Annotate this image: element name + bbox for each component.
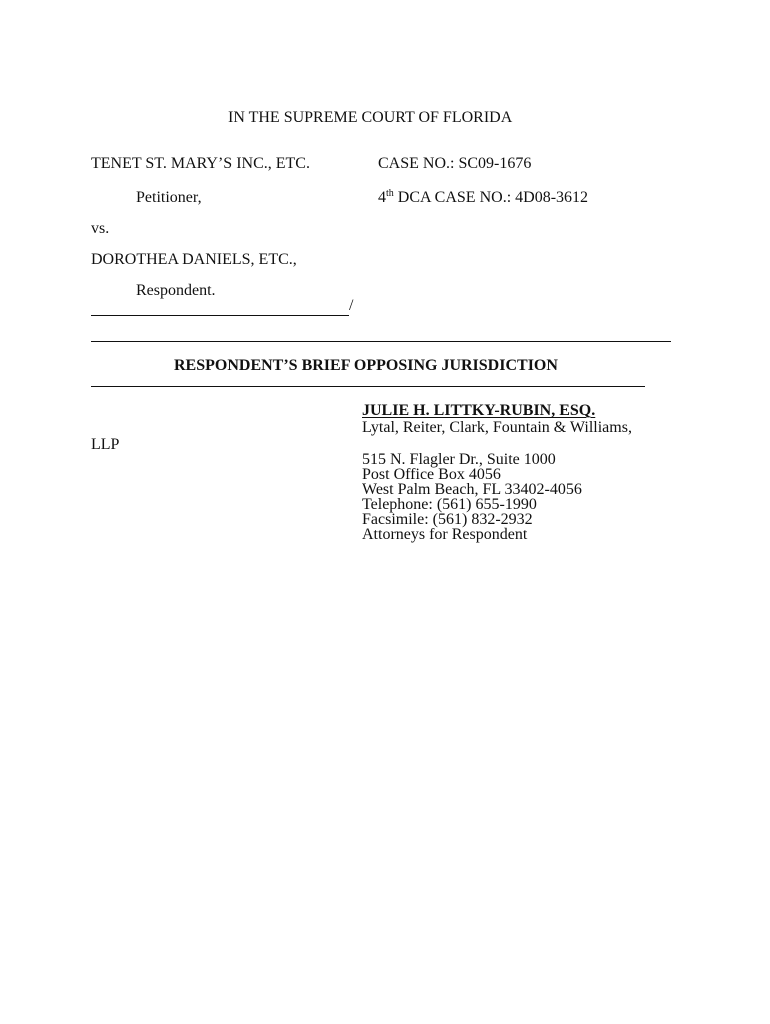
respondent-name: DOROTHEA DANIELS, ETC., <box>91 251 297 268</box>
petitioner-name: TENET ST. MARY’S INC., ETC. <box>91 155 310 172</box>
address-po-box: Post Office Box 4056 <box>362 466 501 483</box>
firm-name: Lytal, Reiter, Clark, Fountain & Williams, <box>362 419 632 436</box>
dca-ordinal-suffix: th <box>386 188 394 199</box>
court-heading: IN THE SUPREME COURT OF FLORIDA <box>228 109 513 126</box>
respondent-role: Respondent. <box>136 282 216 299</box>
petitioner-role: Petitioner, <box>136 189 202 206</box>
telephone: Telephone: (561) 655-1990 <box>362 496 537 513</box>
facsimile: Facsimile: (561) 832-2932 <box>362 511 533 528</box>
title-rule-bottom <box>91 386 645 387</box>
address-city-state: West Palm Beach, FL 33402-4056 <box>362 481 582 498</box>
case-number: CASE NO.: SC09-1676 <box>378 155 532 172</box>
firm-name-suffix: LLP <box>91 436 120 453</box>
address-street: 515 N. Flagler Dr., Suite 1000 <box>362 451 556 468</box>
dca-case-number <box>378 189 588 207</box>
attorney-name: JULIE H. LITTKY-RUBIN, ESQ. <box>362 402 596 419</box>
title-rule-top <box>91 341 671 342</box>
dca-case-text: DCA CASE NO.: 4D08-3612 <box>393 189 589 206</box>
signature-line-mark: / <box>349 297 354 314</box>
dca-ordinal-number: 4 <box>378 189 386 206</box>
brief-title: RESPONDENT’S BRIEF OPPOSING JURISDICTION <box>174 357 558 374</box>
versus-label: vs. <box>91 220 110 237</box>
signature-line <box>91 315 349 316</box>
attorneys-for-label: Attorneys for Respondent <box>362 526 528 543</box>
